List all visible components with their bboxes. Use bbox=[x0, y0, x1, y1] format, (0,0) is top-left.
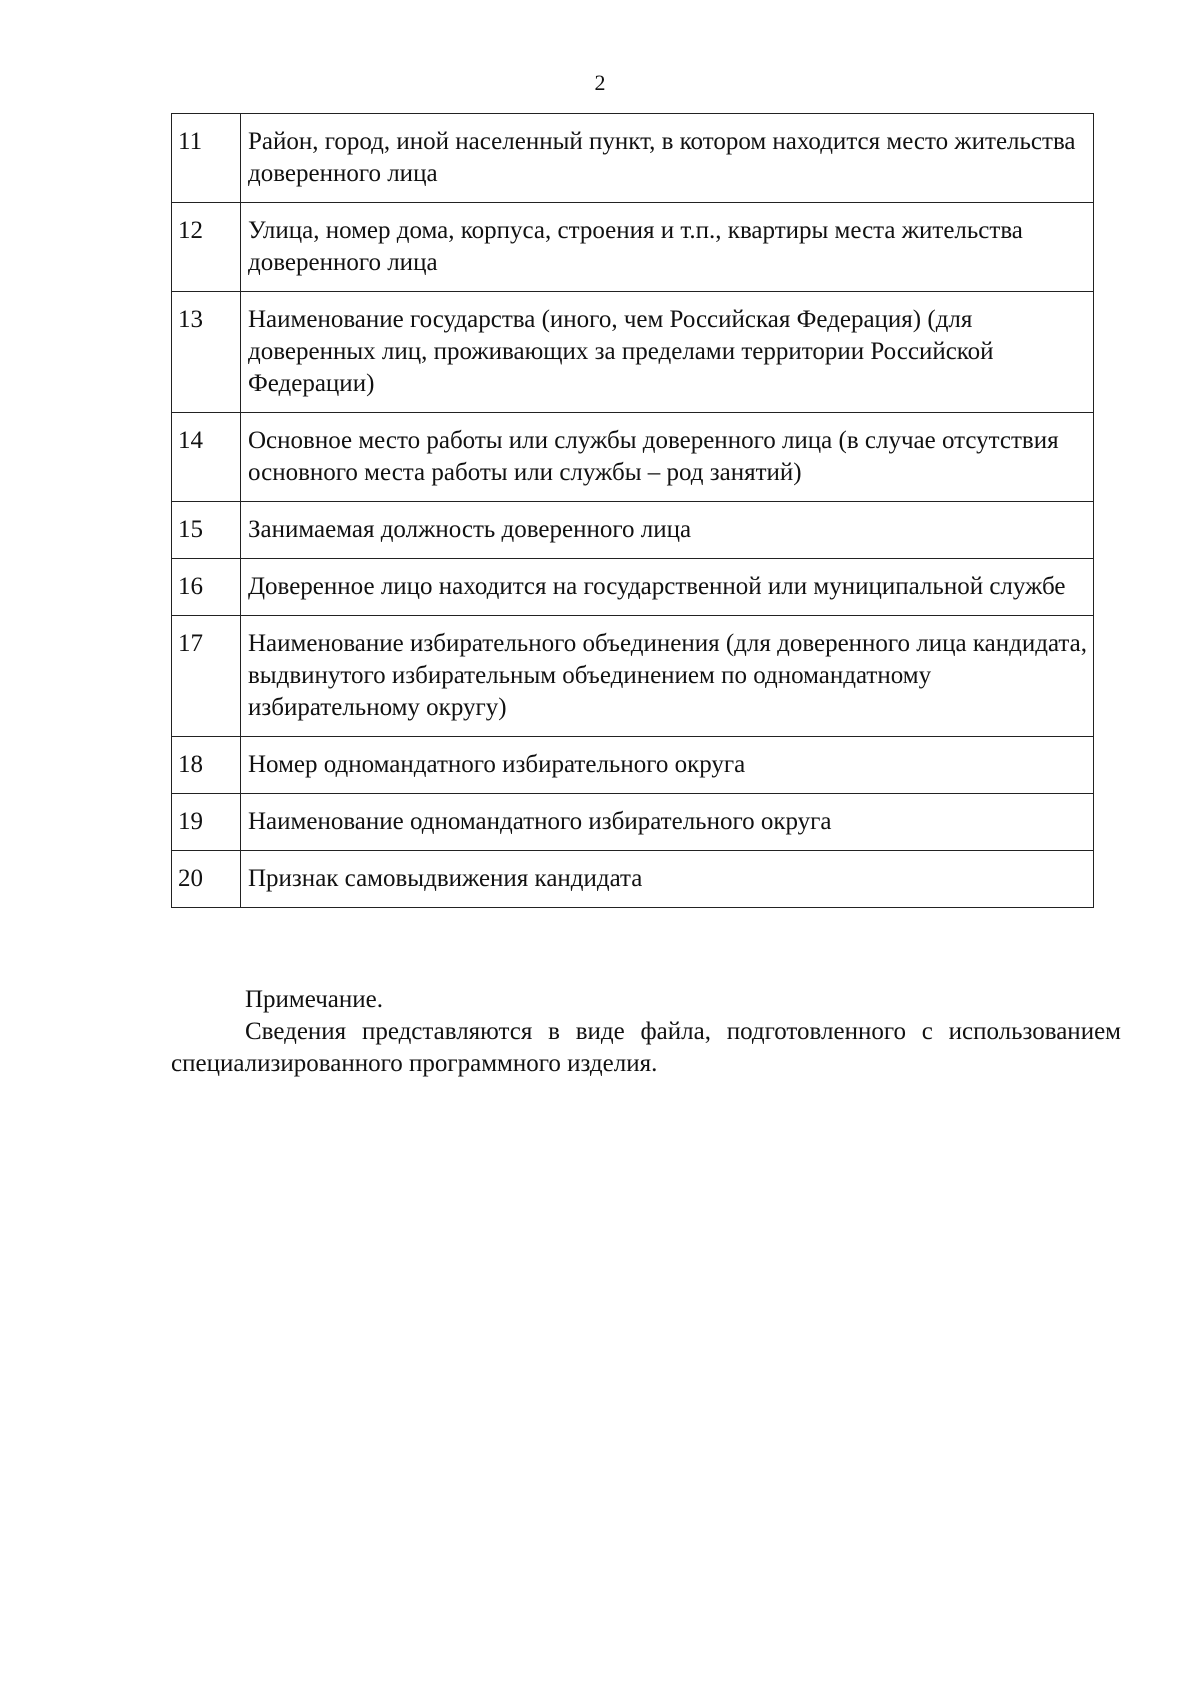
row-description: Район, город, иной населенный пункт, в котором находится место жительства доверенного лица bbox=[241, 114, 1094, 203]
row-description: Доверенное лицо находится на государственной или муниципальной службе bbox=[241, 559, 1094, 616]
fields-table bbox=[171, 113, 1094, 908]
row-number: 15 bbox=[172, 502, 241, 559]
row-description: Занимаемая должность доверенного лица bbox=[241, 502, 1094, 559]
row-number: 16 bbox=[172, 559, 241, 616]
table-row bbox=[172, 737, 1094, 794]
row-description: Наименование одномандатного избирательного округа bbox=[241, 794, 1094, 851]
page-number: 2 bbox=[594, 70, 606, 95]
table-row bbox=[172, 851, 1094, 908]
row-description: Наименование избирательного объединения (для доверенного лица кандидата, выдвинутого избирательным объединением по одномандатному избирательному округу) bbox=[241, 616, 1094, 737]
table-row bbox=[172, 559, 1094, 616]
table-row bbox=[172, 114, 1094, 203]
fields-table-body bbox=[172, 114, 1094, 908]
row-number: 14 bbox=[172, 413, 241, 502]
table-row bbox=[172, 502, 1094, 559]
row-number: 11 bbox=[172, 114, 241, 203]
row-description: Основное место работы или службы доверенного лица (в случае отсутствия основного места работы или службы – род занятий) bbox=[241, 413, 1094, 502]
table-row bbox=[172, 413, 1094, 502]
table-row bbox=[172, 616, 1094, 737]
table-row bbox=[172, 794, 1094, 851]
row-description: Наименование государства (иного, чем Российская Федерация) (для доверенных лиц, проживающих за пределами территории Российской Федерации) bbox=[241, 292, 1094, 413]
row-number: 17 bbox=[172, 616, 241, 737]
table-row bbox=[172, 203, 1094, 292]
row-number: 12 bbox=[172, 203, 241, 292]
row-number: 13 bbox=[172, 292, 241, 413]
note-title: Примечание. bbox=[245, 986, 384, 1013]
row-number: 20 bbox=[172, 851, 241, 908]
row-number: 19 bbox=[172, 794, 241, 851]
row-description: Улица, номер дома, корпуса, строения и т.п., квартиры места жительства доверенного лица bbox=[241, 203, 1094, 292]
table-row bbox=[172, 292, 1094, 413]
row-number: 18 bbox=[172, 737, 241, 794]
row-description: Признак самовыдвижения кандидата bbox=[241, 851, 1094, 908]
row-description: Номер одномандатного избирательного округа bbox=[241, 737, 1094, 794]
note-block bbox=[171, 984, 1121, 1080]
note-text: Сведения представляются в виде файла, подготовленного с использованием специализированного программного изделия. bbox=[171, 1018, 1121, 1077]
